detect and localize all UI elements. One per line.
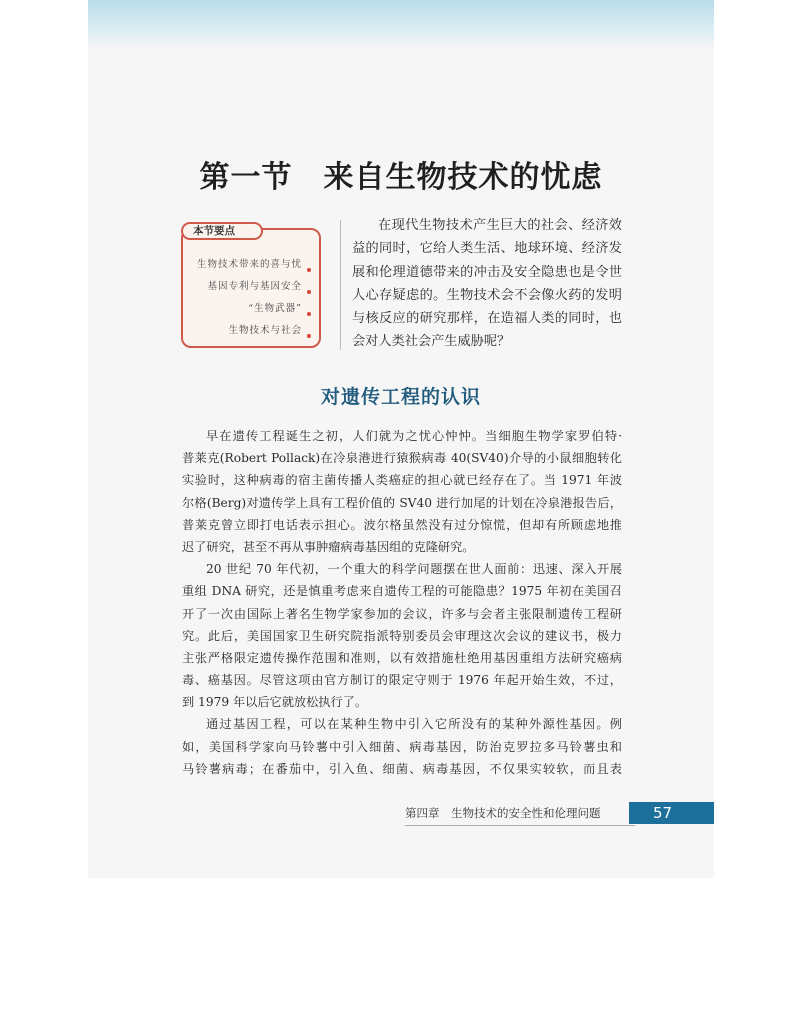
text-line: 究。此后，美国国家卫生研究院指派特别委员会审理这次会议的建议书，极力 bbox=[182, 628, 622, 643]
key-point-item bbox=[207, 278, 311, 292]
key-point-text: 基因专利与基因安全 bbox=[207, 281, 302, 292]
footer-rule bbox=[405, 825, 635, 826]
chapter-title: 第四章 生物技术的安全性和伦理问题 bbox=[405, 806, 601, 820]
header-band bbox=[88, 0, 714, 50]
key-points-box bbox=[181, 225, 321, 348]
text-line: 马铃薯病毒；在番茄中，引入鱼、细菌、病毒基因，不仅果实较软，而且表 bbox=[182, 761, 622, 776]
text-line: 主张严格限定遗传操作范围和准则，以有效措施杜绝用基因重组方法研究癌病 bbox=[182, 650, 622, 665]
text-line: 展和伦理道德带来的冲击及安全隐患也是令世 bbox=[352, 264, 622, 280]
text-line: 毒、癌基因。尽管这项由官方制订的限定守则于 1976 年起开始生效，不过， bbox=[182, 673, 622, 688]
key-point-item bbox=[197, 256, 311, 270]
bullet-dot-icon bbox=[307, 312, 311, 316]
text-line: 重组 DNA 研究，还是慎重考虑来自遗传工程的可能隐患？1975 年初在美国召 bbox=[182, 584, 622, 599]
key-points-label: 本节要点 bbox=[181, 222, 263, 240]
page-number: 57 bbox=[629, 802, 714, 824]
text-line: 如，美国科学家向马铃薯中引入细菌、病毒基因，防治克罗拉多马铃薯虫和 bbox=[182, 739, 622, 754]
intro-paragraph bbox=[352, 214, 622, 354]
text-line: 普莱克(Robert Pollack)在冷泉港进行猿猴病毒 40(SV40)介导的小鼠细胞转化 bbox=[182, 451, 622, 466]
bullet-dot-icon bbox=[307, 334, 311, 338]
key-point-text: 生物技术带来的喜与忧 bbox=[196, 259, 302, 270]
text-line: 实验时，这种病毒的宿主菌传播人类癌症的担心就已经存在了。当 1971 年波 bbox=[182, 473, 622, 488]
text-line: 益的同时，它给人类生活、地球环境、经济发 bbox=[352, 241, 622, 257]
text-line: 开了一次由国际上著名生物学家参加的会议，许多与会者主张限制遗传工程研 bbox=[182, 606, 622, 621]
paragraph bbox=[182, 425, 622, 558]
key-point-text: 生物技术与社会 bbox=[228, 325, 302, 336]
text-line: 通过基因工程，可以在某种生物中引入它所没有的某种外源性基因。例 bbox=[206, 717, 622, 732]
key-point-item bbox=[228, 322, 311, 336]
text-line: 迟了研究，甚至不再从事肿瘤病毒基因组的克隆研究。 bbox=[182, 539, 475, 554]
paragraph bbox=[182, 558, 622, 713]
bullet-dot-icon bbox=[307, 268, 311, 272]
subsection-heading: 对遗传工程的认识 bbox=[320, 386, 481, 408]
paragraph bbox=[182, 713, 622, 780]
text-line: 早在遗传工程诞生之初，人们就为之忧心忡忡。当细胞生物学家罗伯特· bbox=[206, 429, 622, 443]
body-text bbox=[182, 425, 622, 780]
text-line: 尔格(Berg)对遗传学上具有工程价值的 SV40 进行加尾的计划在冷泉港报告后， bbox=[182, 495, 622, 510]
text-line: 到 1979 年以后它就放松执行了。 bbox=[182, 695, 368, 710]
section-title: 第一节 来自生物技术的忧虑 bbox=[199, 160, 603, 195]
bullet-dot-icon bbox=[307, 290, 311, 294]
key-point-text: “生物武器” bbox=[248, 303, 302, 314]
text-line: 与核反应的研究那样，在造福人类的同时，也 bbox=[352, 311, 622, 327]
text-line: 人心存疑虑的。生物技术会不会像火药的发明 bbox=[352, 287, 622, 303]
text-line: 20 世纪 70 年代初，一个重大的科学问题摆在世人面前：迅速、深入开展 bbox=[206, 562, 622, 577]
divider bbox=[340, 220, 341, 350]
text-line: 普莱克曾立即打电话表示担心。波尔格虽然没有过分惊慌，但却有所顾虑地推 bbox=[182, 517, 622, 532]
page-footer bbox=[405, 802, 714, 824]
key-point-item bbox=[248, 300, 311, 314]
text-line: 在现代生物技术产生巨大的社会、经济效 bbox=[378, 218, 622, 233]
text-line: 会对人类社会产生威胁呢？ bbox=[352, 334, 511, 350]
